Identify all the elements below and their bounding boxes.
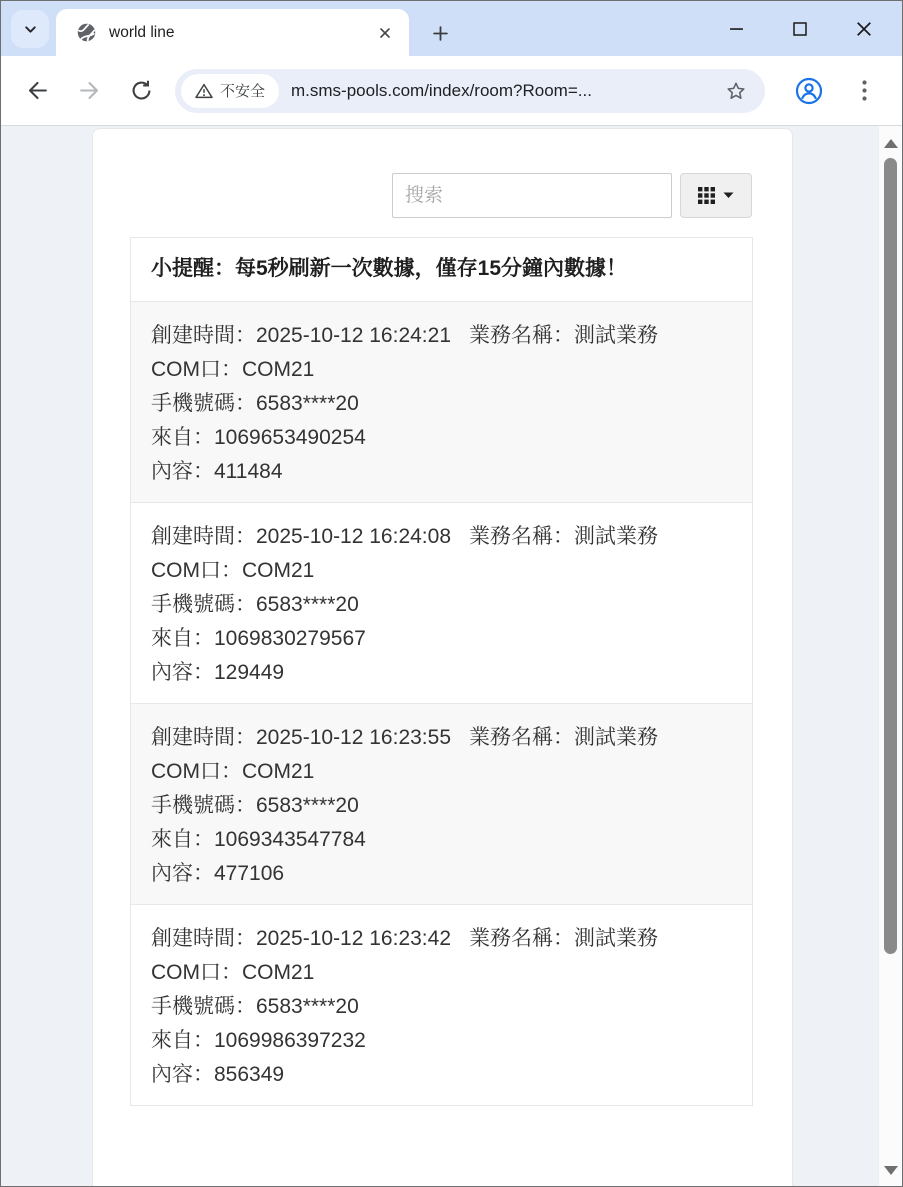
- forward-arrow-icon: [77, 78, 102, 103]
- service-name-label: 業務名稱：: [469, 525, 574, 548]
- content-value: 856349: [214, 1063, 285, 1086]
- browser-toolbar: [1, 56, 902, 126]
- url-text: m.sms-pools.com/index/room?Room=...: [291, 80, 592, 100]
- scrollbar-thumb[interactable]: [884, 158, 897, 954]
- maximize-button[interactable]: [768, 1, 832, 56]
- tab-search-button[interactable]: [11, 10, 49, 48]
- content-label: 內容：: [151, 460, 214, 483]
- page-card: [92, 128, 793, 1186]
- caret-down-icon: [723, 192, 734, 199]
- service-name-label: 業務名稱：: [469, 324, 574, 347]
- content-label: 內容：: [151, 661, 214, 684]
- search-input[interactable]: [392, 173, 672, 218]
- tab-close-button[interactable]: [373, 21, 397, 45]
- sms-table: [130, 237, 753, 1106]
- maximize-icon: [793, 22, 807, 36]
- sender-value: 1069343547784: [214, 828, 366, 851]
- sender-label: 來自：: [151, 1029, 214, 1052]
- forward-button[interactable]: [69, 71, 109, 111]
- sms-record: [131, 302, 752, 503]
- reload-icon: [129, 78, 154, 103]
- sender-value: 1069830279567: [214, 627, 366, 650]
- phone-number-value: 6583****20: [256, 392, 359, 415]
- security-label: 不安全: [220, 83, 266, 100]
- page-viewport: [1, 126, 902, 1186]
- back-arrow-icon: [25, 78, 50, 103]
- sms-record: [131, 704, 752, 905]
- security-chip[interactable]: [181, 74, 279, 108]
- phone-number-value: 6583****20: [256, 794, 359, 817]
- sender-label: 來自：: [151, 426, 214, 449]
- com-port-label: COM口：: [151, 760, 242, 783]
- phone-number-label: 手機號碼：: [151, 794, 256, 817]
- created-time-value: 2025-10-12 16:23:42: [256, 927, 451, 950]
- minimize-icon: [729, 21, 744, 36]
- scroll-down-arrow-icon[interactable]: [884, 1166, 898, 1175]
- service-name-value: 測試業務: [574, 525, 658, 548]
- scroll-up-arrow-icon[interactable]: [884, 139, 898, 148]
- created-time-value: 2025-10-12 16:24:08: [256, 525, 451, 548]
- created-time-label: 創建時間：: [151, 525, 256, 548]
- minimize-button[interactable]: [704, 1, 768, 56]
- created-time-label: 創建時間：: [151, 324, 256, 347]
- tab-title: world line: [109, 23, 175, 41]
- tab-strip: [1, 1, 902, 56]
- plus-icon: [432, 25, 449, 42]
- phone-number-label: 手機號碼：: [151, 392, 256, 415]
- content-label: 內容：: [151, 862, 214, 885]
- browser-menu-button[interactable]: [847, 74, 881, 108]
- sender-value: 1069653490254: [214, 426, 366, 449]
- close-icon: [378, 26, 392, 40]
- reload-button[interactable]: [121, 71, 161, 111]
- content-label: 內容：: [151, 1063, 214, 1086]
- com-port-value: COM21: [242, 760, 315, 783]
- bookmark-button[interactable]: [721, 76, 751, 106]
- sender-value: 1069986397232: [214, 1029, 366, 1052]
- com-port-label: COM口：: [151, 358, 242, 381]
- window-controls: [704, 1, 896, 56]
- com-port-value: COM21: [242, 961, 315, 984]
- service-name-label: 業務名稱：: [469, 726, 574, 749]
- service-name-value: 測試業務: [574, 726, 658, 749]
- search-row: [93, 173, 792, 218]
- sms-record: [131, 503, 752, 704]
- sender-label: 來自：: [151, 627, 214, 650]
- content-value: 477106: [214, 862, 285, 885]
- service-name-label: 業務名稱：: [469, 927, 574, 950]
- chevron-down-icon: [23, 22, 38, 37]
- profile-avatar-icon: [795, 77, 823, 105]
- phone-number-value: 6583****20: [256, 593, 359, 616]
- service-name-value: 測試業務: [574, 324, 658, 347]
- close-window-button[interactable]: [832, 1, 896, 56]
- phone-number-label: 手機號碼：: [151, 593, 256, 616]
- sms-record: [131, 905, 752, 1105]
- active-tab[interactable]: [56, 9, 409, 56]
- sender-label: 來自：: [151, 828, 214, 851]
- created-time-label: 創建時間：: [151, 927, 256, 950]
- created-time-value: 2025-10-12 16:24:21: [256, 324, 451, 347]
- close-window-icon: [856, 21, 872, 37]
- com-port-value: COM21: [242, 358, 315, 381]
- phone-number-value: 6583****20: [256, 995, 359, 1018]
- globe-favicon-icon: [76, 22, 97, 43]
- created-time-value: 2025-10-12 16:23:55: [256, 726, 451, 749]
- view-options-button[interactable]: [680, 173, 752, 218]
- back-button[interactable]: [17, 71, 57, 111]
- com-port-label: COM口：: [151, 961, 242, 984]
- reminder-banner: 小提醒：每5秒刷新一次數據，僅存15分鐘內數據！: [131, 238, 752, 302]
- created-time-label: 創建時間：: [151, 726, 256, 749]
- new-tab-button[interactable]: [425, 18, 455, 48]
- com-port-label: COM口：: [151, 559, 242, 582]
- vertical-scrollbar[interactable]: [878, 126, 902, 1186]
- profile-button[interactable]: [791, 73, 827, 109]
- star-icon: [725, 80, 747, 102]
- com-port-value: COM21: [242, 559, 315, 582]
- warning-triangle-icon: [195, 83, 213, 99]
- content-value: 129449: [214, 661, 285, 684]
- service-name-value: 測試業務: [574, 927, 658, 950]
- three-dots-icon: [862, 80, 867, 101]
- address-bar[interactable]: [175, 69, 765, 113]
- phone-number-label: 手機號碼：: [151, 995, 256, 1018]
- content-value: 411484: [214, 460, 283, 483]
- grid-icon: [698, 187, 715, 204]
